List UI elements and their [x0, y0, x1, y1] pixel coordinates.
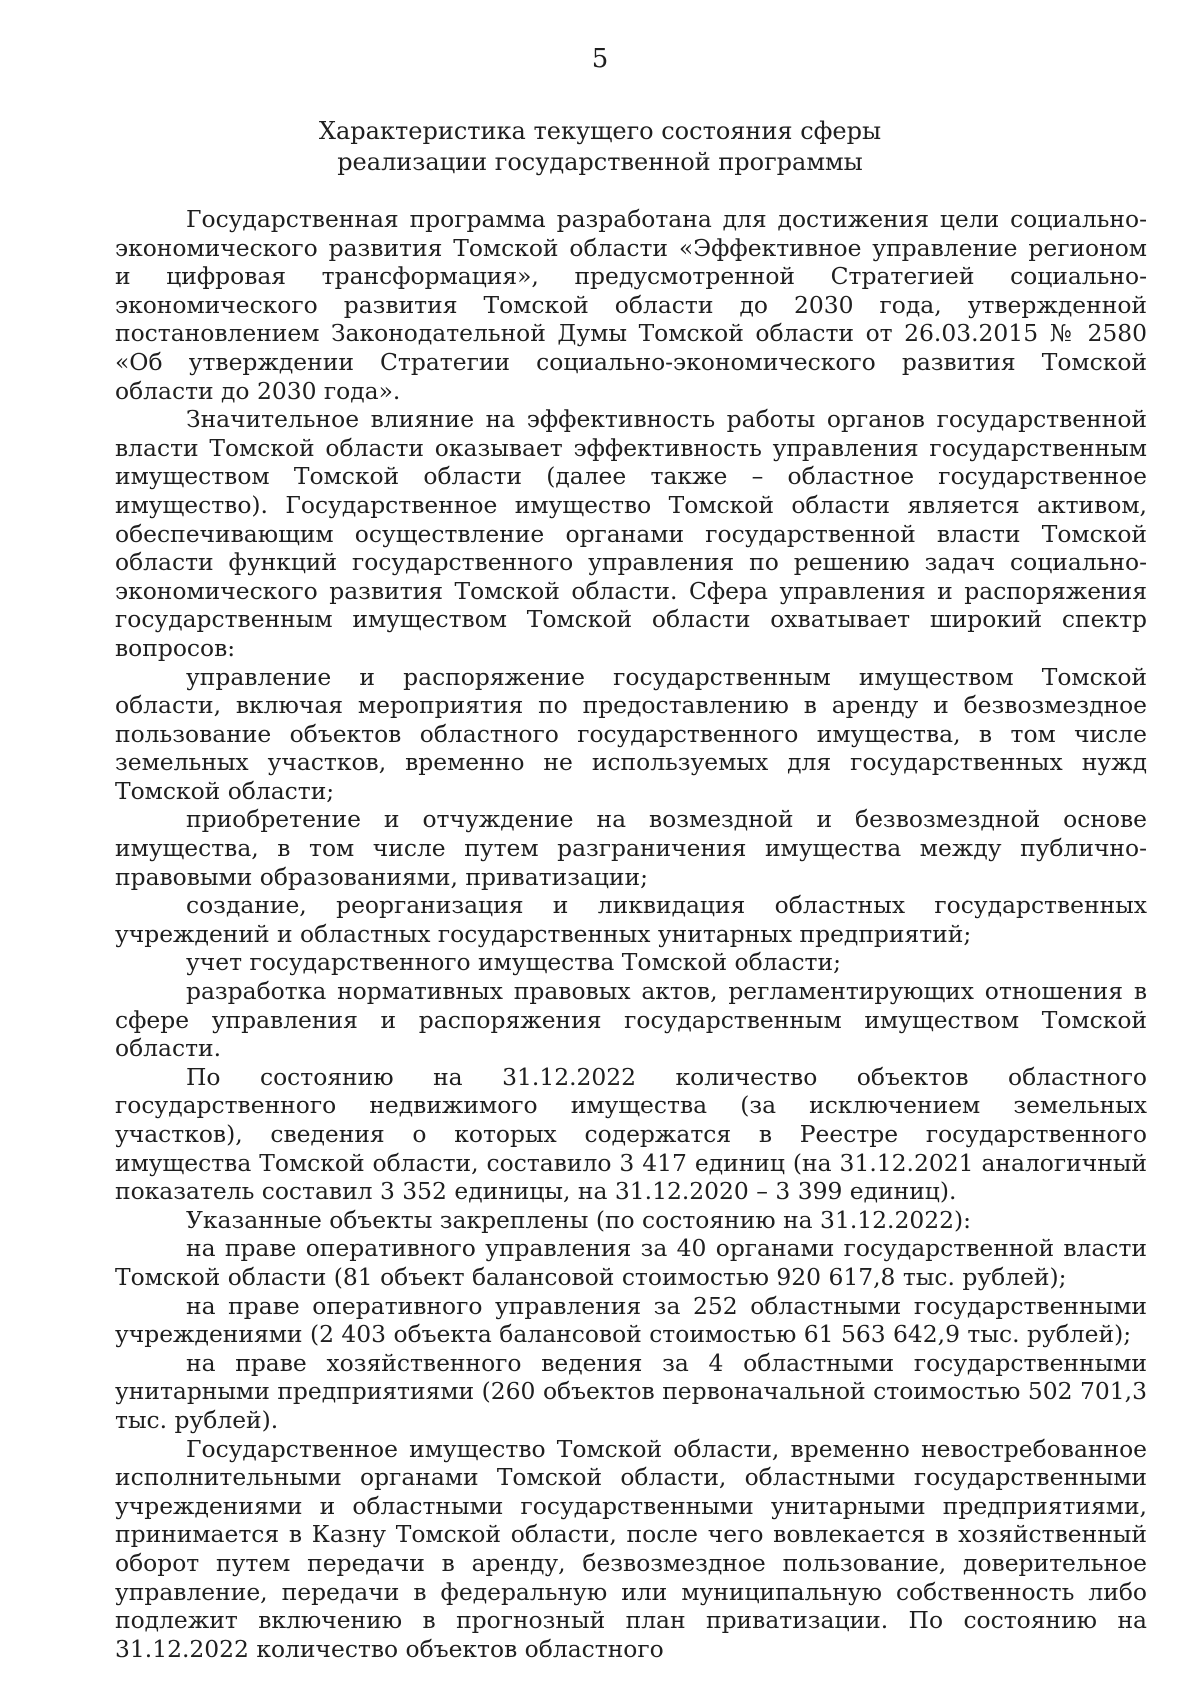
list-item-regulation: разработка нормативных правовых актов, регламентирующих отношения в сфере управления и распоряжения государственным имуществом Томской области.: [115, 977, 1147, 1063]
list-item-acquisition: приобретение и отчуждение на возмездной и безвозмездной основе имущества, в том числе путем разграничения имущества между публично-правовыми образованиями, приватизации;: [115, 805, 1147, 891]
list-item-creation: создание, реорганизация и ликвидация областных государственных учреждений и областных государственных унитарных предприятий;: [115, 891, 1147, 948]
paragraph-treasury: Государственное имущество Томской области, временно невостребованное исполнительными органами Томской области, областными государственными учреждениями и областными государственными унитарными предприятиями, принимается в Казну Томской области, после чего вовлекается в хозяйственный оборот путем передачи в аренду, безвозмездное пользование, доверительное управление, передачи в федеральную или муниципальную собственность либо подлежит включению в прогнозный план приватизации. По состоянию на 31.12.2022 количество объектов областного: [115, 1434, 1147, 1663]
paragraph-registry-count: По состоянию на 31.12.2022 количество объектов областного государственного недвижимого имущества (за исключением земельных участков), сведения о которых содержатся в Реестре государственного имущества Томской области, составило 3 417 единиц (на 31.12.2021 аналогичный показатель составил 3 352 единицы, на 31.12.2020 – 3 399 единиц).: [115, 1062, 1147, 1206]
list-item-government-bodies: на праве оперативного управления за 40 органами государственной власти Томской области (81 объект балансовой стоимостью 920 617,8 тыс. рублей);: [115, 1234, 1147, 1291]
paragraph-strategy: Государственная программа разработана для достижения цели социально-экономического развития Томской области «Эффективное управление регионом и цифровая трансформация», предусмотренной Стратегией социально-экономического развития Томской области до 2030 года, утвержденной постановлением Законодательной Думы Томской области от 26.03.2015 № 2580 «Об утверждении Стратегии социально-экономического развития Томской области до 2030 года».: [115, 205, 1147, 405]
list-item-enterprises: на праве хозяйственного ведения за 4 областными государственными унитарными предприятиями (260 объектов первоначальной стоимостью 502 701,3 тыс. рублей).: [115, 1348, 1147, 1434]
section-heading: [100, 116, 1100, 178]
page-number: 5: [591, 44, 609, 74]
heading-line-2: реализации государственной программы: [337, 148, 863, 176]
document-body: [115, 205, 1147, 1663]
heading-line-1: Характеристика текущего состояния сферы: [318, 117, 882, 145]
list-item-institutions: на праве оперативного управления за 252 областными государственными учреждениями (2 403 объекта балансовой стоимостью 61 563 642,9 тыс. рублей);: [115, 1291, 1147, 1349]
list-item-management: управление и распоряжение государственным имуществом Томской области, включая мероприятия по предоставлению в аренду и безвозмездное пользование объектов областного государственного имущества, в том числе земельных участков, временно не используемых для государственных нужд Томской области;: [115, 662, 1147, 805]
paragraph-property-influence: Значительное влияние на эффективность работы органов государственной власти Томской области оказывает эффективность управления государственным имуществом Томской области (далее также – областное государственное имущество). Государственное имущество Томской области является активом, обеспечивающим осуществление органами государственной власти Томской области функций государственного управления по решению задач социально-экономического развития Томской области. Сфера управления и распоряжения государственным имуществом Томской области охватывает широкий спектр вопросов:: [115, 405, 1147, 662]
list-item-accounting: учет государственного имущества Томской области;: [186, 948, 841, 977]
paragraph-assigned-objects: Указанные объекты закреплены (по состоянию на 31.12.2022):: [186, 1205, 971, 1234]
